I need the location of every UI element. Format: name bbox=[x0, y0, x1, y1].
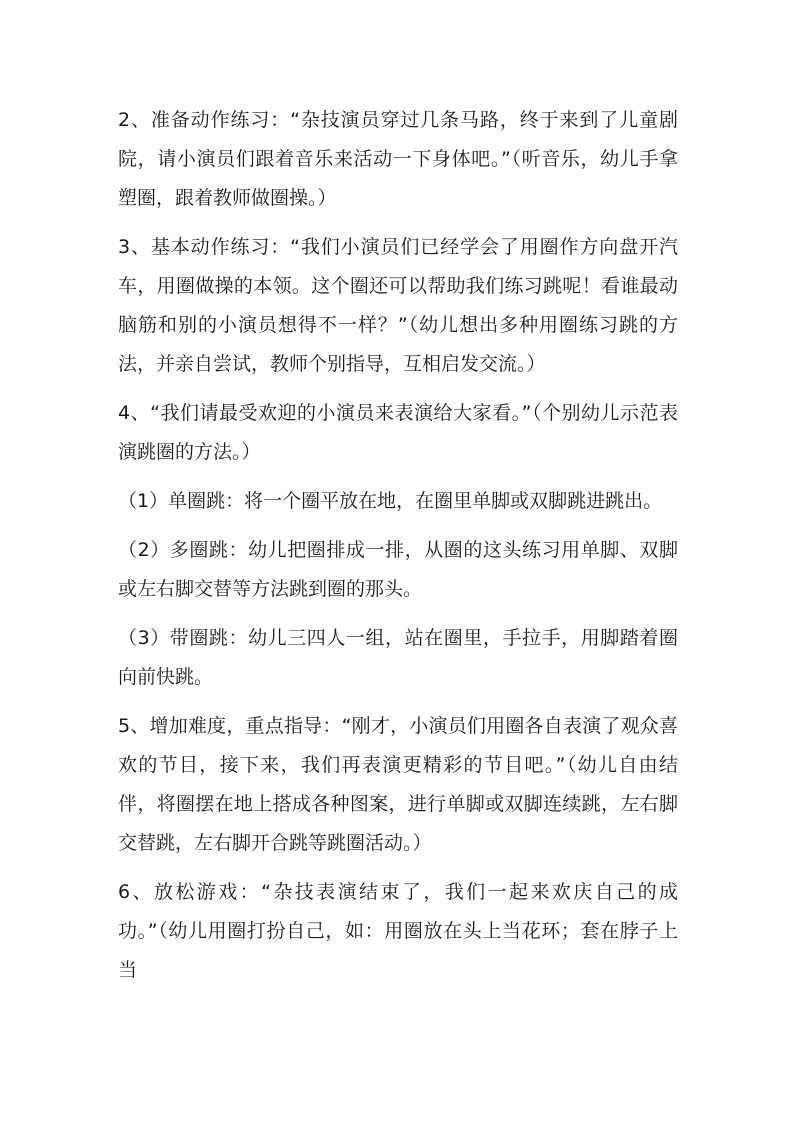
paragraph-step-5: 5、增加难度，重点指导：“刚才，小演员们用圈各自表演了观众喜欢的节目，接下来，我们再表演更精彩的节目吧。”（幼儿自由结伴，将圈摆在地上搭成各种图案，进行单脚或双脚连续跳，左右脚交替跳，左右脚开合跳等跳圈活动。） bbox=[118, 715, 678, 854]
paragraph-step-3: 3、基本动作练习：“我们小演员们已经学会了用圈作方向盘开汽车，用圈做操的本领。这个圈还可以帮助我们练习跳呢！看谁最动脑筋和别的小演员想得不一样？”（幼儿想出多种用圈练习跳的方法，并亲自尝试，教师个别指导，互相启发交流。） bbox=[118, 236, 678, 375]
paragraph-single-hoop-jump: （1）单圈跳：将一个圈平放在地，在圈里单脚或双脚跳进跳出。 bbox=[118, 490, 663, 512]
paragraph-step-6: 6、放松游戏：“杂技表演结束了，我们一起来欢庆自己的成功。”（幼儿用圈打扮自己，如：用圈放在头上当花环；套在脖子上当 bbox=[118, 881, 678, 981]
paragraph-multi-hoop-jump: （2）多圈跳：幼儿把圈排成一排，从圈的这头练习用单脚、双脚或左右脚交替等方法跳到圈的那头。 bbox=[118, 539, 678, 600]
paragraph-step-4: 4、“我们请最受欢迎的小演员来表演给大家看。”（个别幼儿示范表演跳圈的方法。） bbox=[118, 402, 678, 463]
document-body bbox=[118, 101, 678, 1000]
paragraph-step-2: 2、准备动作练习：“杂技演员穿过几条马路，终于来到了儿童剧院，请小演员们跟着音乐来活动一下身体吧。”（听音乐，幼儿手拿塑圈，跟着教师做圈操。） bbox=[118, 109, 678, 209]
paragraph-carry-hoop-jump: （3）带圈跳：幼儿三四人一组，站在圈里，手拉手，用脚踏着圈向前快跳。 bbox=[118, 627, 678, 688]
